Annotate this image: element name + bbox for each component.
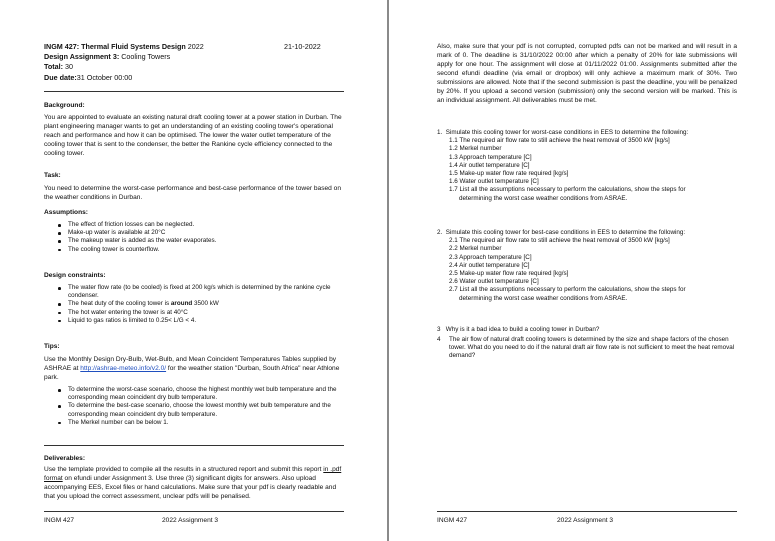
question-4: 4 The air flow of natural draft cooling towers is determined by the size and shape factors of the chosen tower. What do you need to do if the natural draft air flow rate is not sufficient to meet the heat removal demand? xyxy=(437,336,735,360)
list-item: Liquid to gas ratios is limited to 0.25< L/G < 4. xyxy=(44,317,344,325)
question-2-text: 2. Simulate this cooling tower for best-case conditions in EES to determine the following: xyxy=(437,229,686,236)
sub-question: 1.1 The required air flow rate to still achieve the heat removal of 3500 kW [kg/s] xyxy=(449,137,670,145)
sub-question: 1.5 Make-up water flow rate required [kg/s] xyxy=(449,170,569,178)
assumptions-heading: Assumptions: xyxy=(44,209,88,216)
deliverables-text: Use the template provided to compile all the results in a structured report and submit this report in .pdf format on efundi under Assignment 3. Use three (3) significant digits for answers. Also upload accompanying EES, Excel files or hand calculations. Make sure that your pdf is clearly readable and that you upload the correct assessment, unclear pdfs will be penalised. xyxy=(44,466,342,500)
list-item: The heat duty of the cooling tower is around 3500 kW xyxy=(44,300,344,308)
sub-question: 2.6 Water outlet temperature [C] xyxy=(449,278,539,286)
sub-question: 1.7 List all the assumptions necessary to perform the calculations, show the steps for xyxy=(449,186,686,194)
list-item: The makeup water is added as the water evaporates. xyxy=(44,237,344,245)
divider xyxy=(44,91,344,92)
ashrae-link[interactable]: http://ashrae-meteo.info/v2.0/ xyxy=(80,365,167,372)
sub-question: 2.7 List all the assumptions necessary to perform the calculations, show the steps for xyxy=(449,286,686,294)
sub-question: 1.4 Air outlet temperature [C] xyxy=(449,161,530,169)
footer-course: INGM 427 xyxy=(44,517,75,524)
course-title: INGM 427: Thermal Fluid Systems Design 2022 xyxy=(44,42,204,51)
divider xyxy=(44,445,344,446)
footer-divider xyxy=(44,511,344,512)
footer-divider xyxy=(437,511,737,512)
list-item: The cooling tower is counterflow. xyxy=(44,246,344,254)
sub-question: 2.1 The required air flow rate to still achieve the heat removal of 3500 kW [kg/s] xyxy=(449,237,670,245)
footer-course: INGM 427 xyxy=(437,517,468,524)
background-heading: Background: xyxy=(44,102,85,109)
sub-question: 2.4 Air outlet temperature [C] xyxy=(449,261,530,269)
sub-question: 1.2 Merkel number xyxy=(449,145,502,153)
constraints-heading: Design constraints: xyxy=(44,272,106,279)
list-item: The water flow rate (to be cooled) is fixed at 200 kg/s which is determined by the rankine cycle condenser. xyxy=(44,284,344,300)
sub-question-cont: determining the worst case weather conditions from ASRAE. xyxy=(459,194,628,202)
constraints-list xyxy=(44,284,344,325)
sub-question: 2.5 Make-up water flow rate required [kg/s] xyxy=(449,270,569,278)
page-1 xyxy=(0,0,387,541)
list-item: Make-up water is available at 20°C xyxy=(44,229,344,237)
sub-question: 1.6 Water outlet temperature [C] xyxy=(449,178,539,186)
task-text: You need to determine the worst-case performance and best-case performance of the tower based on the weather conditions in Durban. xyxy=(44,185,342,201)
question-3: 3 Why is it a bad idea to build a cooling tower in Durban? xyxy=(437,326,600,333)
background-text: You are appointed to evaluate an existing natural draft cooling tower at a power station in Durban. The plant engineering manager wants to get an understanding of an existing cooling tower's operational reach and performance and how it can be optimised. The lower the water outlet temperature of the cooling tower that is sent to the condenser, the better the Rankine cycle efficiency connected to the cooling tower. xyxy=(44,114,342,157)
page-2 xyxy=(389,0,775,541)
tips-list xyxy=(44,386,344,427)
deliverables-heading: Deliverables: xyxy=(44,455,86,462)
tips-heading: Tips: xyxy=(44,343,60,350)
sub-question: 2.3 Approach temperature [C] xyxy=(449,253,532,261)
sub-question-cont: determining the worst case weather conditions from ASRAE. xyxy=(459,294,628,302)
assignment-title: Design Assignment 3: Cooling Towers xyxy=(44,52,171,61)
list-item: The Merkel number can be below 1. xyxy=(44,419,344,427)
assumptions-list xyxy=(44,221,344,254)
list-item: The hot water entering the tower is at 40°C xyxy=(44,309,344,317)
intro-text: Also, make sure that your pdf is not corrupted, corrupted pdfs can not be marked and will result in a mark of 0. The deadline is 31/10/2022 00:00 after which a penalty of 20% for late submissions will apply for one hour. The assignment will close at 01/11/2022 01:00. Assignments submitted after the second efundi deadline (via email or dropbox) will only achieve a maximum mark of 30%. Two submissions are allowed. Note that if the second submission is past the deadline, you will be penalized by 20%. If you upload a second version (submission) only the second version will be marked. This is an individual assignment. All deliverables must be met. xyxy=(437,43,737,104)
list-item: The effect of friction losses can be neglected. xyxy=(44,221,344,229)
list-item: To determine the best-case scenario, choose the lowest monthly wet bulb temperature and the corresponding mean coincident dry bulb temperature. xyxy=(44,402,344,418)
tips-text: Use the Monthly Design Dry-Bulb, Wet-Bulb, and Mean Coincident Temperatures Tables supplied by ASHRAE at http://ashrae-meteo.info/v2.0/ for the weather station "Durban, South Africa" near Athlone park. xyxy=(44,356,340,381)
sub-question: 2.2 Merkel number xyxy=(449,245,502,253)
list-item: To determine the worst-case scenario, choose the highest monthly wet bulb temperature and the corresponding mean coincident dry bulb temperature. xyxy=(44,386,344,402)
footer-assignment: 2022 Assignment 3 xyxy=(557,517,614,524)
due-date: Due date:31 October 00:00 xyxy=(44,73,133,82)
sub-question: 1.3 Approach temperature [C] xyxy=(449,153,532,161)
header-date: 21-10-2022 xyxy=(284,42,321,51)
question-2 xyxy=(437,229,737,303)
total-marks: Total: 30 xyxy=(44,62,74,71)
question-1 xyxy=(437,129,737,203)
footer-assignment: 2022 Assignment 3 xyxy=(162,517,219,524)
question-1-text: 1. Simulate this cooling tower for worst-case conditions in EES to determine the following: xyxy=(437,129,689,136)
task-heading: Task: xyxy=(44,172,61,179)
